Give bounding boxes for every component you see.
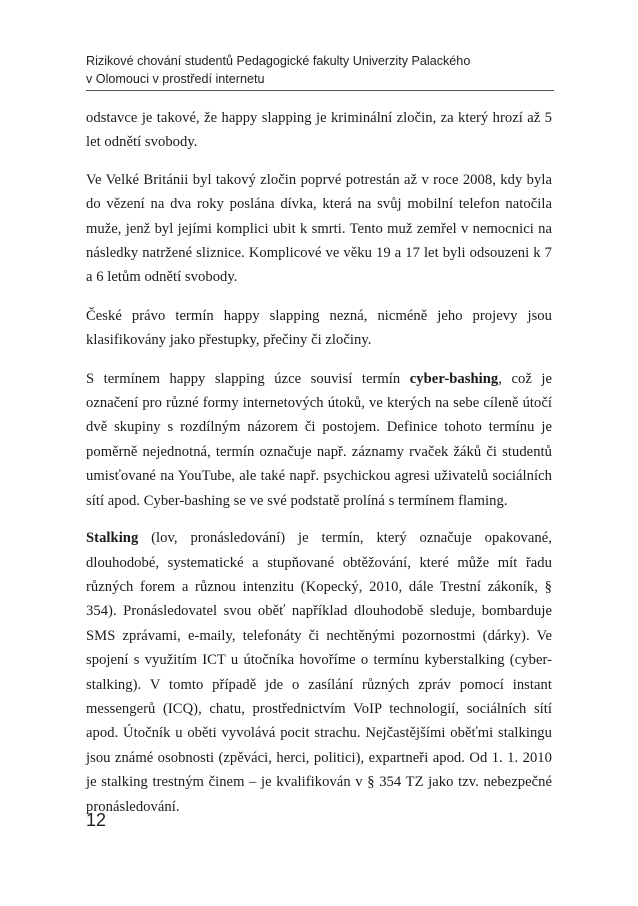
term-cyber-bashing: cyber-bashing — [409, 370, 499, 387]
paragraph-happy-slapping-penalty: odstavce je takové, že happy slapping je kriminální zločin, za který hrozí až 5 let odnětí svobody. — [86, 110, 552, 151]
paragraph-cyber-bashing — [86, 367, 552, 513]
body-text — [86, 106, 552, 833]
running-header-line-2: v Olomouci v prostředí internetu — [86, 72, 265, 86]
paragraph-cyber-bashing-lead: S termínem happy slapping úzce souvisí termín — [86, 370, 410, 387]
paragraph-stalking — [86, 526, 552, 819]
term-stalking: Stalking — [86, 530, 139, 547]
running-header — [86, 52, 554, 88]
paragraph-czech-law: České právo termín happy slapping nezná, nicméně jeho projevy jsou klasifikovány jako přestupky, přečiny či zločiny. — [86, 307, 552, 349]
page-number: 12 — [86, 810, 107, 830]
paragraph-cyber-bashing-text: , což je označení pro různé formy internetových útoků, ve kterých na sebe cíleně útočí dvě skupiny s rozdílným názorem či postojem. Definice tohoto termínu je poměrně nejednotná, termín označuje např. záznamy rvaček žáků či studentů umisťované na YouTube, ale také např. psychickou agresi uživatelů sociálních sítí apod. Cyber-bashing se ve své podstatě prolíná s termínem flaming. — [86, 370, 552, 509]
running-header-line-1: Rizikové chování studentů Pedagogické fakulty Univerzity Palackého — [86, 54, 471, 68]
paragraph-uk-case: Ve Velké Británii byl takový zločin poprvé potrestán až v roce 2008, kdy byla do vězení na dva roky poslána dívka, která na svůj mobilní telefon natočila muže, jenž byl jejími komplici ubit k smrti. Tento muž zemřel v nemocnici na následky natržené sliznice. Komplicové ve věku 19 a 17 let byli odsouzeni k 7 a 6 letům odnětí svobody. — [86, 171, 552, 286]
paragraph-stalking-text: (lov, pronásledování) je termín, který označuje opakované, dlouhodobé, systematické a stupňované obtěžování, které může mít řadu různých forem a různou intenzitu (Kopecký, 2010, dále Trestní zákoník, § 354). Pronásledovatel svou oběť například dlouhodobě sleduje, bombarduje SMS zprávami, e-maily, telefonáty či nechtěnými pozornostmi (dárky). Ve spojení s využitím ICT u útočníka hovoříme o termínu kyberstalking (cyber-stalking). V tomto případě jde o zasílání různých zpráv pomocí instant messengerů (ICQ), chatu, prostřednictvím VoIP technologií, sociálních sítí apod. Útočník u oběti vyvolává pocit strachu. Nejčastějšími oběťmi stalkingu jsou známé osobnosti (zpěváci, herci, politici), expartneři apod. Od 1. 1. 2010 je stalking trestným činem – je kvalifikován v § 354 TZ jako tzv. nebezpečné pronásledování. — [86, 530, 552, 815]
header-divider — [86, 90, 554, 91]
